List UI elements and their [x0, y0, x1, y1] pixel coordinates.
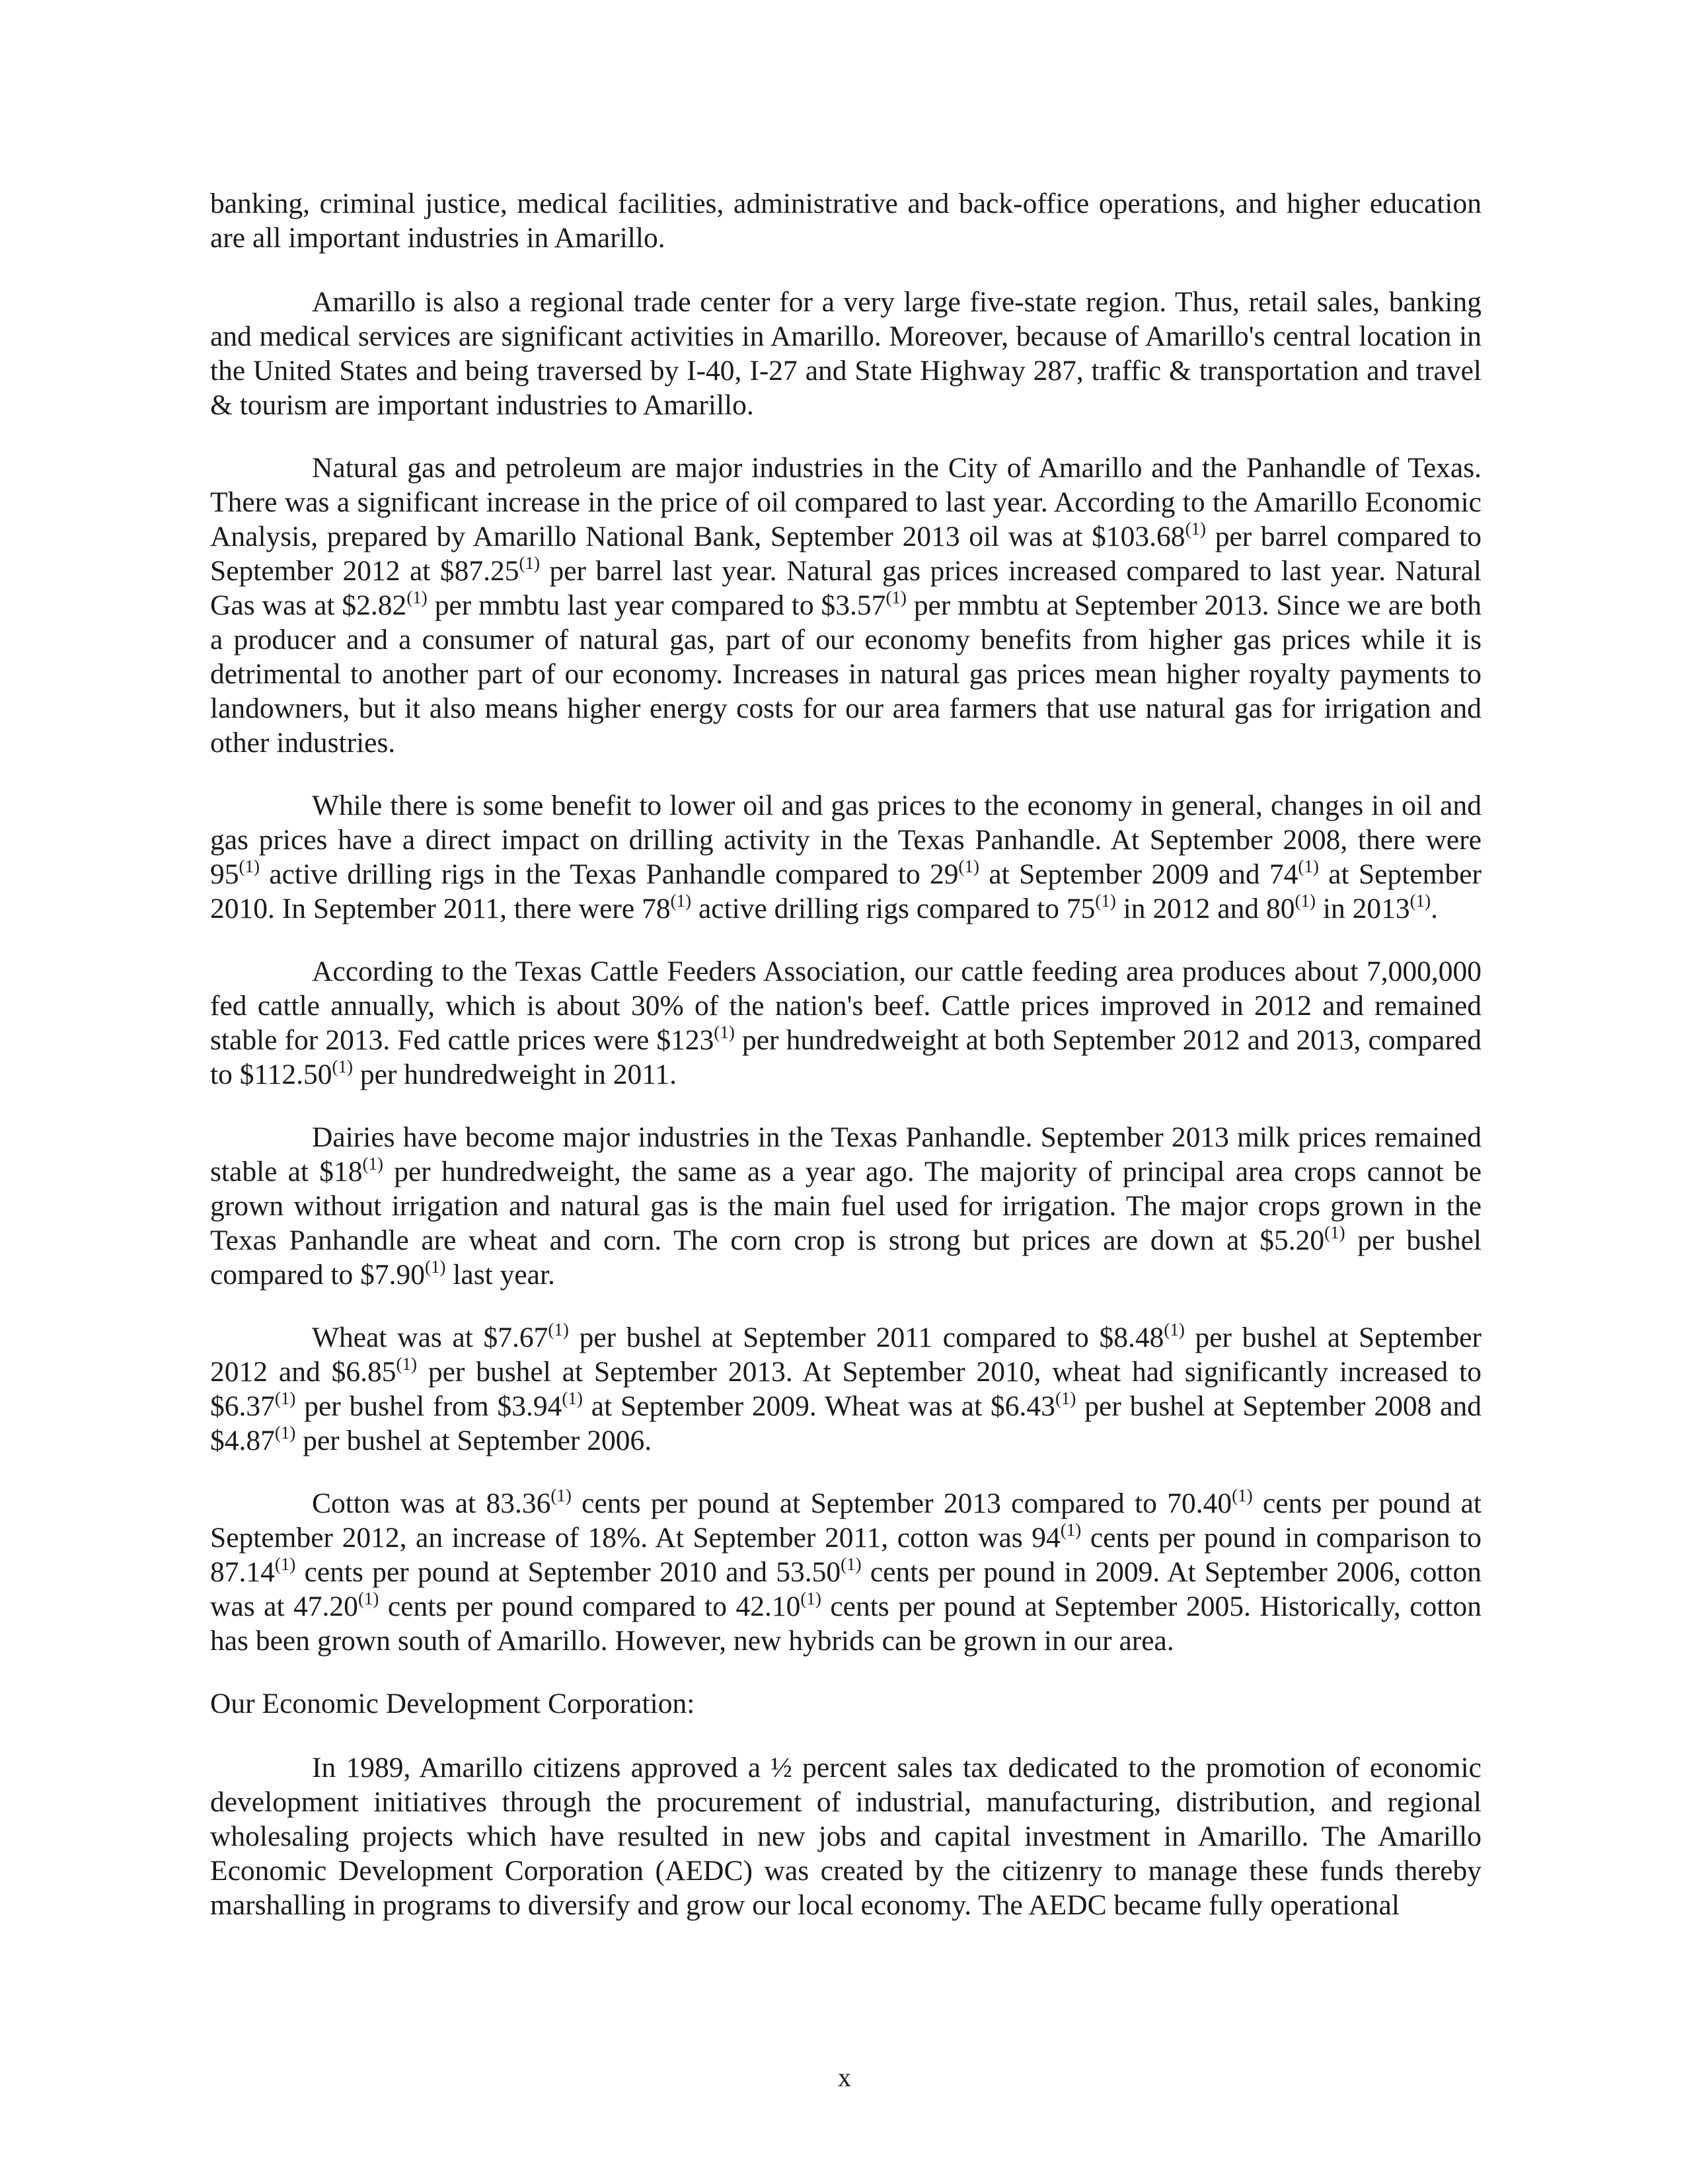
footnote-marker: (1)	[274, 1554, 296, 1574]
paragraph-dairies-crops: Dairies have become major industries in the Texas Panhandle. September 2013 milk prices remained stable at $18$^{(1)}$ per hundredweight, the same as a year ago. The majority of principal area crops cannot be grown without irrigation and natural gas is the main fuel used for irrigation. The major crops grown in the Texas Panhandle are wheat and corn. The corn crop is strong but prices are down at $5.20$^{(1)}$ per bushel compared to $7.90$^{(1)}$ last year.	[210, 1121, 1482, 1291]
footnote-marker: (1)	[885, 587, 907, 607]
footnote-marker: (1)	[396, 1354, 417, 1374]
footnote-marker: (1)	[406, 587, 428, 607]
footnote-marker: (1)	[1185, 519, 1207, 539]
footnote-marker: (1)	[714, 1022, 735, 1042]
footnote-marker: (1)	[274, 1423, 296, 1443]
document-page	[210, 186, 1482, 1951]
section-heading-economic-development: Our Economic Development Corporation:	[210, 1688, 695, 1719]
footnote-marker: (1)	[548, 1320, 569, 1339]
footnote-marker: (1)	[1295, 891, 1316, 911]
paragraph-cattle-feeding: According to the Texas Cattle Feeders Association, our cattle feeding area produces about 7,000,000 fed cattle annually, which is about 30% of the nation's beef. Cattle prices improved in 2012 and remained stable for 2013. Fed cattle prices were $123$^{(1)}$ per hundredweight at both September 2012 and 2013, compared to $112.50$^{(1)}$ per hundredweight in 2011.	[210, 956, 1482, 1090]
paragraph-drilling-activity: While there is some benefit to lower oil and gas prices to the economy in general, changes in oil and gas prices have a direct impact on drilling activity in the Texas Panhandle. At September 2008, there were 95$^{(1)}$ active drilling rigs in the Texas Panhandle compared to 29$^{(1)}$ at September 2009 and 74$^{(1)}$ at September 2010. In September 2011, there were 78$^{(1)}$ active drilling rigs compared to 75$^{(1)}$ in 2012 and 80$^{(1)}$ in 2013$^{(1)}$.	[210, 790, 1482, 924]
paragraph-regional-trade-center: Amarillo is also a regional trade center for a very large five-state region. Thus, retail sales, banking and medical services are significant activities in Amarillo. Moreover, because of Amarillo's central location in the United States and being traversed by I-40, I-27 and State Highway 287, traffic & transportation and travel & tourism are important industries to Amarillo.	[210, 286, 1482, 421]
footnote-marker: (1)	[1409, 891, 1431, 911]
footnote-marker: (1)	[562, 1388, 583, 1408]
paragraph-natural-gas-petroleum: Natural gas and petroleum are major industries in the City of Amarillo and the Panhandle of Texas. There was a significant increase in the price of oil compared to last year. According to the Amarillo Economic Analysis, prepared by Amarillo National Bank, September 2013 oil was at $103.68$^{(1)}$ per barrel compared to September 2012 at $87.25$^{(1)}$ per barrel last year. Natural gas prices increased compared to last year. Natural Gas was at $2.82$^{(1)}$ per mmbtu last year compared to $3.57$^{(1)}$ per mmbtu at September 2013. Since we are both a producer and a consumer of natural gas, part of our economy benefits from higher gas prices while it is detrimental to another part of our economy. Increases in natural gas prices mean higher royalty payments to landowners, but it also means higher energy costs for our area farmers that use natural gas for irrigation and other industries.	[210, 452, 1482, 759]
footnote-marker: (1)	[1298, 856, 1319, 876]
footnote-marker: (1)	[550, 1486, 572, 1505]
footnote-marker: (1)	[424, 1257, 446, 1277]
footnote-marker: (1)	[274, 1388, 296, 1408]
footnote-marker: (1)	[357, 1589, 379, 1608]
footnote-marker: (1)	[1164, 1320, 1185, 1339]
paragraph-aedc: In 1989, Amarillo citizens approved a ½ percent sales tax dedicated to the promotion of economic development initiatives through the procurement of industrial, manufacturing, distribution, and regional wholesaling projects which have resulted in new jobs and capital investment in Amarillo. The Amarillo Economic Development Corporation (AEDC) was created by the citizenry to manage these funds thereby marshalling in programs to diversify and grow our local economy. The AEDC became fully operational	[210, 1752, 1482, 1921]
page-number: x	[838, 2062, 851, 2092]
footnote-marker: (1)	[1060, 1520, 1082, 1540]
footnote-marker: (1)	[1095, 891, 1116, 911]
paragraph-wheat-prices: Wheat was at $7.67$^{(1)}$ per bushel at September 2011 compared to $8.48$^{(1)}$ per bushel at September 2012 and $6.85$^{(1)}$ per bushel at September 2013. At September 2010, wheat had significantly increased to $6.37$^{(1)}$ per bushel from $3.94$^{(1)}$ at September 2009. Wheat was at $6.43$^{(1)}$ per bushel at September 2008 and $4.87$^{(1)}$ per bushel at September 2006.	[210, 1320, 1482, 1456]
footnote-marker: (1)	[239, 856, 260, 876]
footnote-marker: (1)	[670, 891, 692, 911]
footnote-marker: (1)	[1055, 1388, 1076, 1408]
footnote-marker: (1)	[841, 1554, 862, 1574]
footnote-marker: (1)	[1324, 1223, 1345, 1242]
footnote-marker: (1)	[362, 1154, 384, 1174]
footnote-marker: (1)	[958, 856, 980, 876]
paragraph-industries-continued: banking, criminal justice, medical facilities, administrative and back-office operations, and higher education are all important industries in Amarillo.	[210, 188, 1482, 254]
footnote-marker: (1)	[332, 1057, 353, 1076]
footnote-marker: (1)	[800, 1589, 821, 1608]
footnote-marker: (1)	[519, 553, 540, 573]
paragraph-cotton-prices: Cotton was at 83.36$^{(1)}$ cents per pound at September 2013 compared to 70.40$^{(1)}$ cents per pound at September 2012, an increase of 18%. At September 2011, cotton was 94$^{(1)}$ cents per pound in comparison to 87.14$^{(1)}$ cents per pound at September 2010 and 53.50$^{(1)}$ cents per pound in 2009. At September 2006, cotton was at 47.20$^{(1)}$ cents per pound compared to 42.10$^{(1)}$ cents per pound at September 2005. Historically, cotton has been grown south of Amarillo. However, new hybrids can be grown in our area.	[210, 1486, 1482, 1657]
footnote-marker: (1)	[1232, 1486, 1253, 1505]
